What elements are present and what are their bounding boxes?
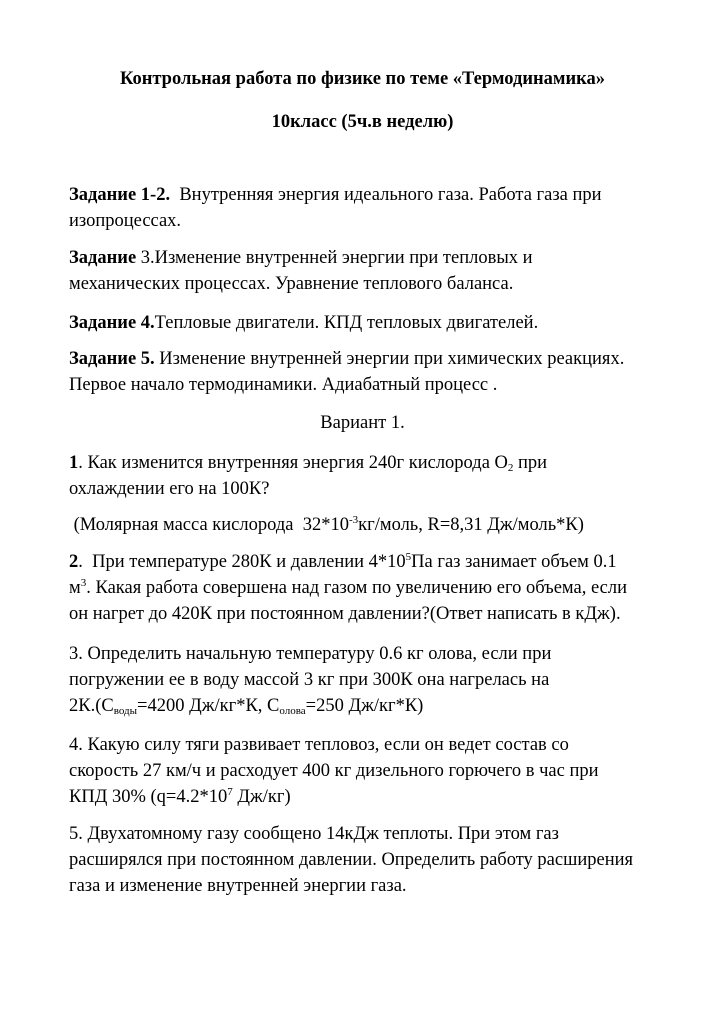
subscript: воды [113, 705, 138, 717]
problem-text: . При температуре 280К и давлении 4*10 [78, 552, 406, 572]
document-subtitle: 10класс (5ч.в неделю) [271, 112, 454, 132]
problem-text: при [513, 453, 548, 473]
task-text: Первое начало термодинамики. Адиабатный процесс . [69, 375, 498, 395]
problem-text: =4200 Дж/кг*К, С [137, 696, 280, 716]
problem-text: 3. Определить начальную температуру 0.6 кг олова, если при [69, 644, 552, 664]
task-label: Задание 5. [69, 349, 155, 369]
task-label: Задание 4. [69, 313, 155, 333]
problem-text: 2К.(С [69, 696, 114, 716]
problem-text: Дж/кг) [232, 787, 291, 807]
problem-5 [69, 821, 669, 899]
task-5 [69, 346, 669, 398]
task-4 [69, 310, 669, 336]
task-text: механических процессах. Уравнение теплового баланса. [69, 274, 514, 294]
task-text: Внутренняя энергия идеального газа. Работа газа при [170, 185, 602, 205]
task-text: изопроцессах. [69, 211, 182, 231]
task-text: 3.Изменение внутренней энергии при тепловых и [136, 248, 533, 268]
superscript: 3 [80, 577, 87, 589]
task-label: Задание [69, 248, 137, 268]
problem-text: КПД 30% (q=4.2*10 [69, 787, 228, 807]
task-text: Изменение внутренней энергии при химических реакциях. [154, 349, 625, 369]
problem-text: 4. Какую силу тяги развивает тепловоз, если он ведет состав со [69, 735, 569, 755]
problem-text: 5. Двухатомному газу сообщено 14кДж теплоты. При этом газ [69, 824, 559, 844]
subscript: олова [279, 705, 306, 717]
problem-number: 2 [69, 552, 79, 572]
problem-text: =250 Дж/кг*К) [305, 696, 424, 716]
problem-1-note [69, 512, 669, 538]
problem-number: 1 [69, 453, 79, 473]
subscript: 2 [507, 462, 514, 474]
problem-text: он нагрет до 420К при постоянном давлении?(Ответ написать в кДж). [69, 604, 621, 624]
problem-text: скорость 27 км/ч и расходует 400 кг дизельного горючего в час при [69, 761, 599, 781]
task-label: Задание 1-2. [69, 185, 171, 205]
superscript: 7 [227, 786, 233, 798]
problem-text: . Какая работа совершена над газом по увеличению его объема, если [86, 578, 627, 598]
problem-text: расширялся при постоянном давлении. Определить работу расширения [69, 850, 634, 870]
task-3 [69, 245, 669, 297]
task-text: Тепловые двигатели. КПД тепловых двигателей. [154, 313, 539, 333]
problem-text: кг/моль, R=8,31 Дж/моль*К) [358, 515, 584, 535]
problem-2 [69, 549, 669, 627]
problem-text: Па газ занимает объем 0.1 [411, 552, 617, 572]
problem-text: (Молярная масса кислорода 32*10 [69, 515, 349, 535]
task-1-2 [69, 182, 669, 234]
document-title: Контрольная работа по физике по теме «Термодинамика» [119, 69, 606, 89]
problem-4 [69, 732, 669, 810]
superscript: -3 [348, 514, 359, 526]
problem-text: погружении ее в воду массой 3 кг при 300К она нагрелась на [69, 670, 550, 690]
problem-text: охлаждении его на 100К? [69, 479, 270, 499]
problem-1 [69, 450, 669, 502]
superscript: 5 [405, 551, 412, 563]
problem-text: газа и изменение внутренней энергии газа. [69, 876, 407, 896]
problem-text: м [69, 578, 81, 598]
variant-heading: Вариант 1. [320, 413, 405, 433]
problem-text: . Как изменится внутренняя энергия 240г кислорода O [78, 453, 508, 473]
problem-3 [69, 641, 669, 719]
